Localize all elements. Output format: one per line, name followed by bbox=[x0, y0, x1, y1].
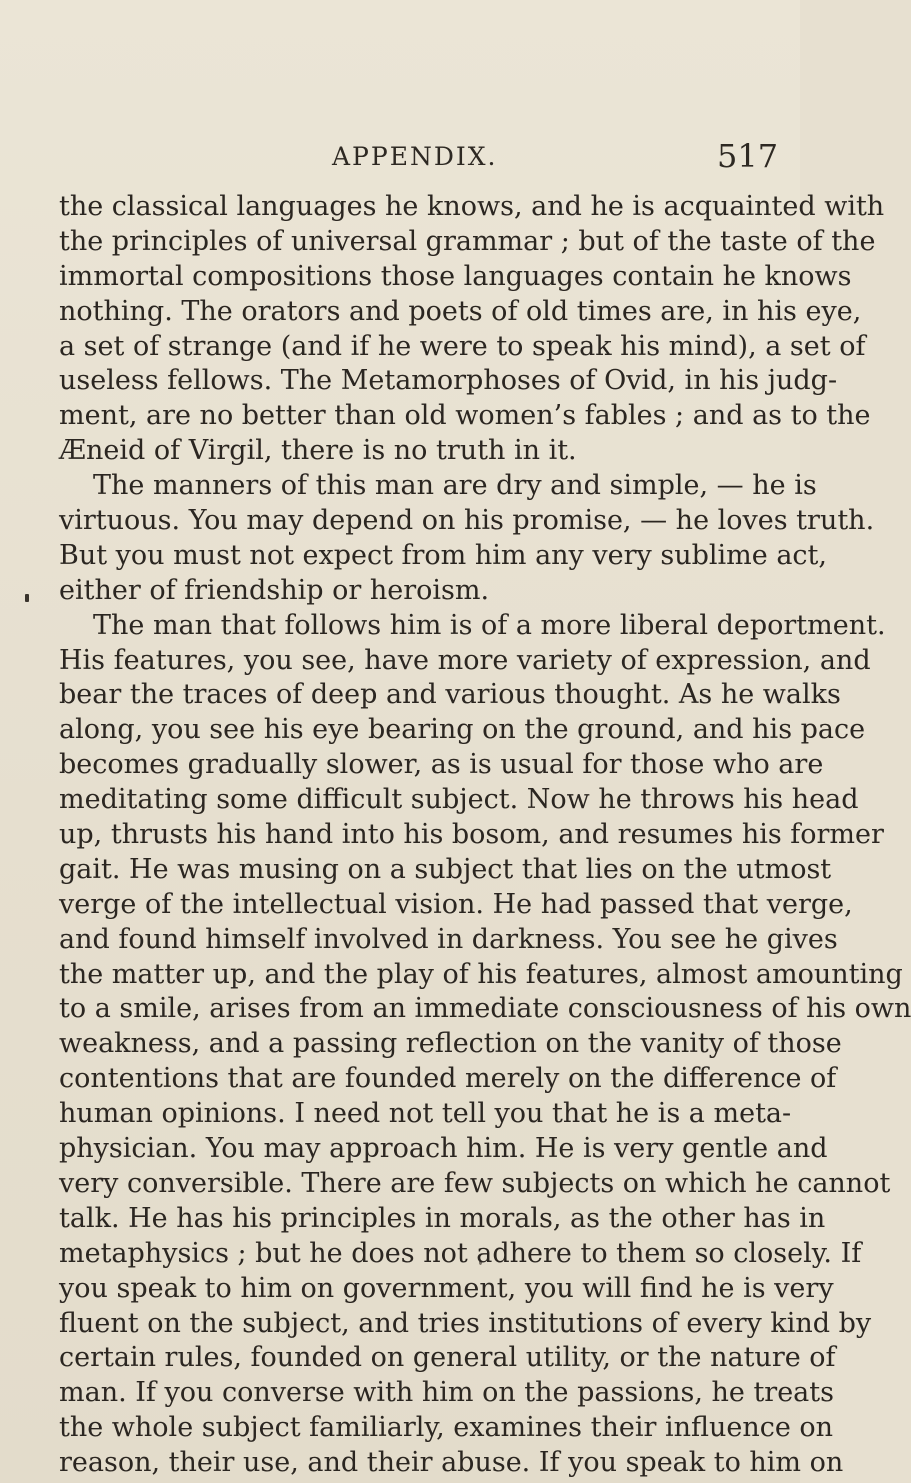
text-line: the principles of universal grammar ; but of the taste of the bbox=[59, 225, 876, 257]
text-line: useless fellows. The Metamorphoses of Ovid, in his judg- bbox=[59, 365, 838, 397]
text-line: talk. He has his principles in morals, as the other has in bbox=[59, 1202, 826, 1234]
text-line: nothing. The orators and poets of old times are, in his eye, bbox=[59, 295, 862, 327]
text-line: the whole subject familiarly, examines their influence on bbox=[59, 1412, 834, 1444]
text-line: man. If you converse with him on the passions, he treats bbox=[59, 1377, 834, 1409]
text-line: you speak to him on government, you will find he is very bbox=[59, 1272, 834, 1304]
text-line: either of friendship or heroism. bbox=[59, 574, 490, 606]
text-line: The manners of this man are dry and simple, — he is bbox=[93, 470, 817, 502]
text-line: But you must not expect from him any very sublime act, bbox=[59, 539, 827, 571]
body-text bbox=[59, 190, 911, 1481]
text-line: and found himself involved in darkness. You see he gives bbox=[59, 923, 838, 955]
text-line: gait. He was musing on a subject that lies on the utmost bbox=[59, 853, 832, 885]
text-line: The man that follows him is of a more liberal deportment. bbox=[93, 609, 886, 641]
text-line: reason, their use, and their abuse. If you speak to him on bbox=[59, 1447, 844, 1479]
text-line: verge of the intellectual vision. He had passed that verge, bbox=[59, 888, 853, 920]
text-line: ment, are no better than old women’s fables ; and as to the bbox=[59, 400, 871, 432]
text-line: His features, you see, have more variety of expression, and bbox=[59, 644, 871, 676]
text-line: human opinions. I need not tell you that he is a meta- bbox=[59, 1098, 792, 1130]
text-line: contentions that are founded merely on the difference of bbox=[59, 1063, 837, 1095]
text-line: metaphysics ; but he does not adhere to them so closely. If bbox=[59, 1237, 862, 1269]
text-line: very conversible. There are few subjects on which he cannot bbox=[59, 1167, 891, 1199]
text-line: fluent on the subject, and tries institutions of every kind by bbox=[59, 1307, 872, 1339]
text-line: meditating some difficult subject. Now he throws his head bbox=[59, 784, 859, 816]
text-line: the matter up, and the play of his features, almost amounting bbox=[59, 958, 903, 990]
text-line: a set of strange (and if he were to speak his mind), a set of bbox=[59, 330, 866, 362]
page-header bbox=[0, 134, 800, 174]
text-line: Æneid of Virgil, there is no truth in it. bbox=[59, 435, 577, 467]
text-line: becomes gradually slower, as is usual for those who are bbox=[59, 749, 824, 781]
text-line: certain rules, founded on general utility, or the nature of bbox=[59, 1342, 836, 1374]
text-line: to a smile, arises from an immediate consciousness of his own bbox=[59, 993, 911, 1025]
text-line: bear the traces of deep and various thought. As he walks bbox=[59, 679, 841, 711]
text-line: weakness, and a passing reflection on the vanity of those bbox=[59, 1028, 842, 1060]
margin-mark bbox=[25, 594, 29, 602]
text-line: along, you see his eye bearing on the ground, and his pace bbox=[59, 714, 866, 746]
text-line: physician. You may approach him. He is very gentle and bbox=[59, 1133, 828, 1165]
text-line: up, thrusts his hand into his bosom, and resumes his former bbox=[59, 819, 884, 851]
page-number: 517 bbox=[717, 137, 779, 175]
text-line: virtuous. You may depend on his promise, — he loves truth. bbox=[59, 505, 875, 537]
text-line: the classical languages he knows, and he is acquainted with bbox=[59, 191, 885, 222]
text-line: immortal compositions those languages contain he knows bbox=[59, 260, 852, 292]
running-head: APPENDIX. bbox=[332, 142, 498, 171]
